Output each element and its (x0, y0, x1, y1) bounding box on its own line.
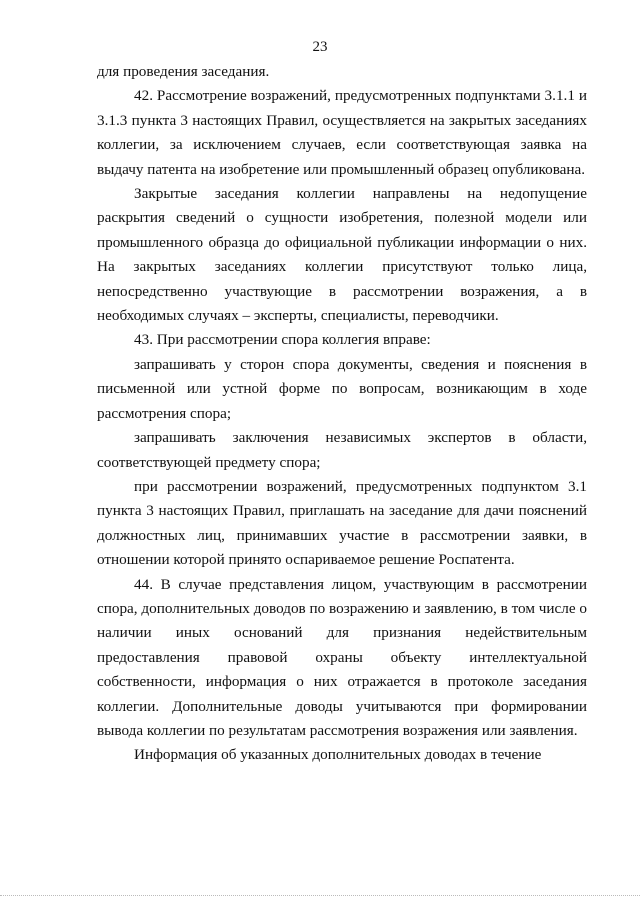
paragraph-request-documents: запрашивать у сторон спора документы, сведения и пояснения в письменной или устной форме по вопросам, возникающим в ходе рассмотрения спора; (97, 355, 587, 422)
paragraph-invite-officials: при рассмотрении возражений, предусмотренных подпунктом 3.1 пункта 3 настоящих Правил, приглашать на заседание для дачи пояснений должностных лиц, принимавших участие в рассмотрении заявки, в отношении которой принято оспариваемое решение Роспатента. (97, 477, 587, 569)
paragraph-additional-info: Информация об указанных дополнительных доводах в течение (134, 746, 542, 764)
paragraph-43: 43. При рассмотрении спора коллегия вправе: (134, 331, 431, 349)
page-bottom-edge (0, 895, 640, 906)
paragraph-request-experts: запрашивать заключения независимых экспертов в области, соответствующей предмету спора; (97, 429, 587, 471)
paragraph-closed-sessions: Закрытые заседания коллегии направлены на недопущение раскрытия сведений о сущности изобретения, полезной модели или промышленного образца до официальной публикации информации о них. На закрытых заседаниях коллегии присутствуют только лица, непосредственно участвующие в рассмотрении возражения, а в необходимых случаях – эксперты, специалисты, переводчики. (97, 185, 587, 325)
paragraph-42: 42. Рассмотрение возражений, предусмотренных подпунктами 3.1.1 и 3.1.3 пункта 3 настоящих Правил, осуществляется на закрытых заседаниях коллегии, за исключением случаев, если соответствующая заявка на выдачу патента на изобретение или промышленный образец опубликована. (97, 87, 587, 178)
paragraph-44: 44. В случае представления лицом, участвующим в рассмотрении спора, дополнительных доводов по возражению и заявлению, в том числе о наличии иных оснований для признания недействительным предоставления правовой охраны объекту интеллектуальной собственности, информация о них отражается в протоколе заседания коллегии. Дополнительные доводы учитываются при формировании вывода коллегии по результатам рассмотрения возражения или заявления. (97, 575, 587, 739)
document-body (97, 60, 587, 768)
paragraph-continuation: для проведения заседания. (97, 63, 270, 80)
page-number: 23 (312, 39, 328, 55)
